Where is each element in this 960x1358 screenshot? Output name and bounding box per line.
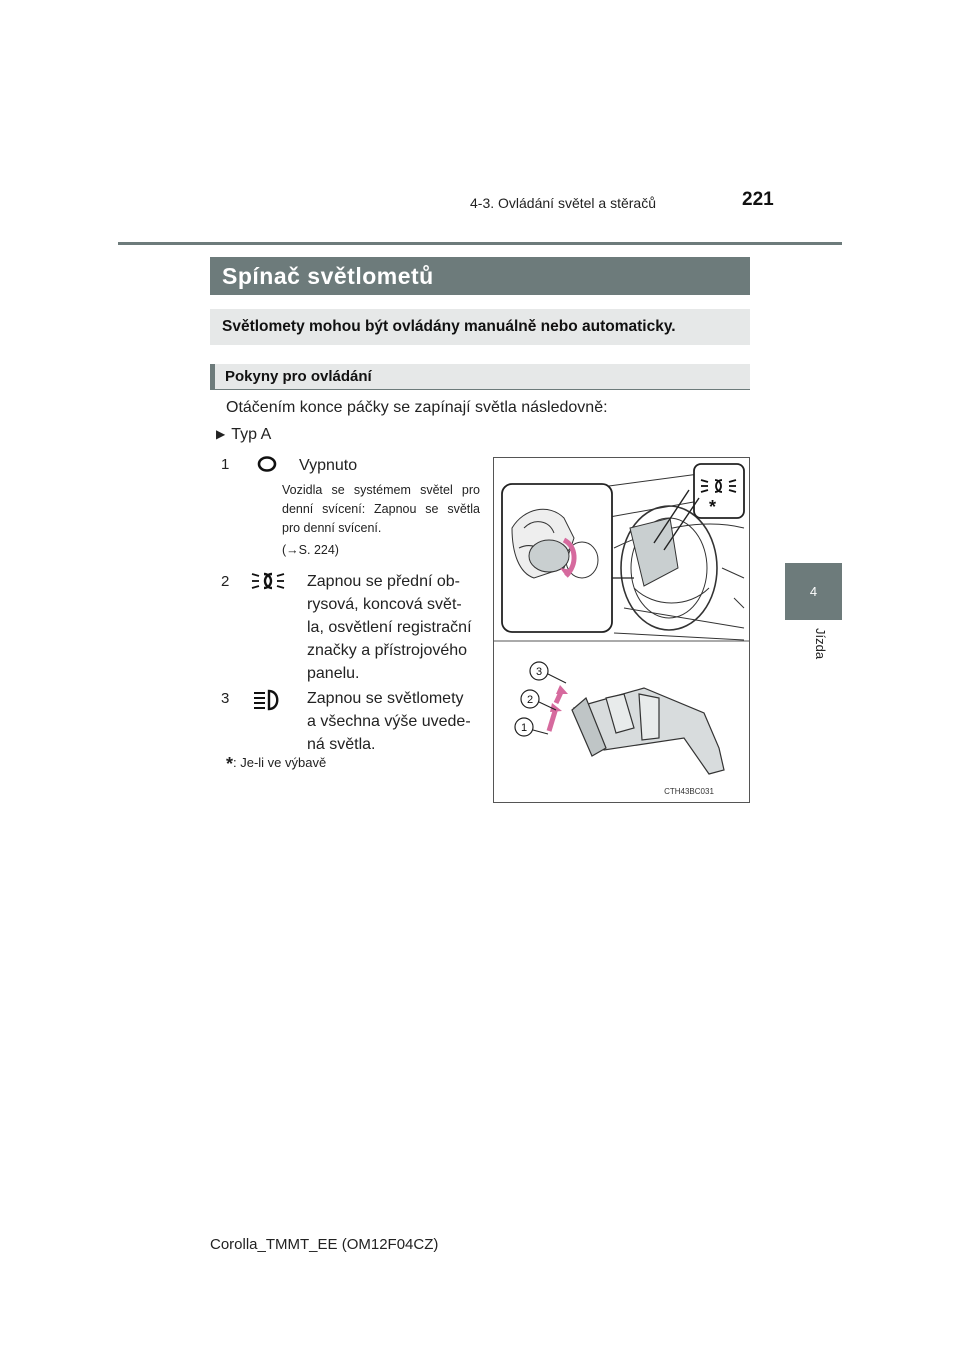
lever-illustration — [493, 457, 750, 803]
item-1-text: Vypnuto — [299, 457, 358, 474]
footer-doc-id: Corolla_TMMT_EE (OM12F04CZ) — [210, 1236, 439, 1253]
item-number-3: 3 — [221, 690, 230, 707]
item-number-1: 1 — [221, 456, 230, 473]
chapter-tab — [785, 563, 842, 620]
footnote-text: : Je-li ve výbavě — [233, 755, 327, 770]
headlight-panel — [630, 518, 678, 586]
page-title: Spínač světlometů — [210, 257, 750, 295]
item-2-text: Zapnou se přední ob- rysová, koncová svět- la, osvětlení registrační značky a přístrojového panelu. — [307, 573, 472, 682]
footnote — [226, 754, 326, 775]
item-number-2: 2 — [221, 573, 230, 590]
item-1-reference: (→S. 224) — [282, 543, 339, 557]
header-section-title: 4-3. Ovládání světel a stěračů — [470, 195, 656, 211]
callout-1-label: 1 — [520, 722, 528, 734]
header-rule — [118, 242, 842, 245]
off-ring-icon — [256, 455, 278, 478]
page-number: 221 — [742, 189, 774, 210]
chapter-label: Jízda — [813, 628, 828, 660]
instruction-text: Otáčením konce páčky se zapínají světla následovně: — [226, 399, 608, 416]
chapter-number: 4 — [809, 584, 818, 599]
callout-3-label: 3 — [535, 666, 543, 678]
subheading: Pokyny pro ovládání — [210, 364, 750, 390]
item-3-text: Zapnou se světlomety a všechna výše uvede- ná světla. — [307, 690, 471, 753]
figure-code: CTH43BC031 — [664, 787, 714, 796]
triangle-bullet-icon: ▶ — [216, 427, 226, 441]
parking-light-icon — [250, 570, 286, 597]
lever-sketch — [572, 688, 724, 774]
intro-box: Světlomety mohou být ovládány manuálně nebo automaticky. — [210, 309, 750, 345]
figure-star: * — [709, 497, 717, 517]
type-label-text: Typ A — [231, 426, 272, 443]
footnote-marker: * — [226, 754, 234, 774]
callout-2-label: 2 — [526, 694, 534, 706]
type-label — [216, 426, 271, 444]
headlight-icon — [252, 688, 284, 717]
item-1-note: Vozidla se systémem světel pro denní svícení: Zapnou se světla pro denní svícení. — [282, 483, 480, 535]
